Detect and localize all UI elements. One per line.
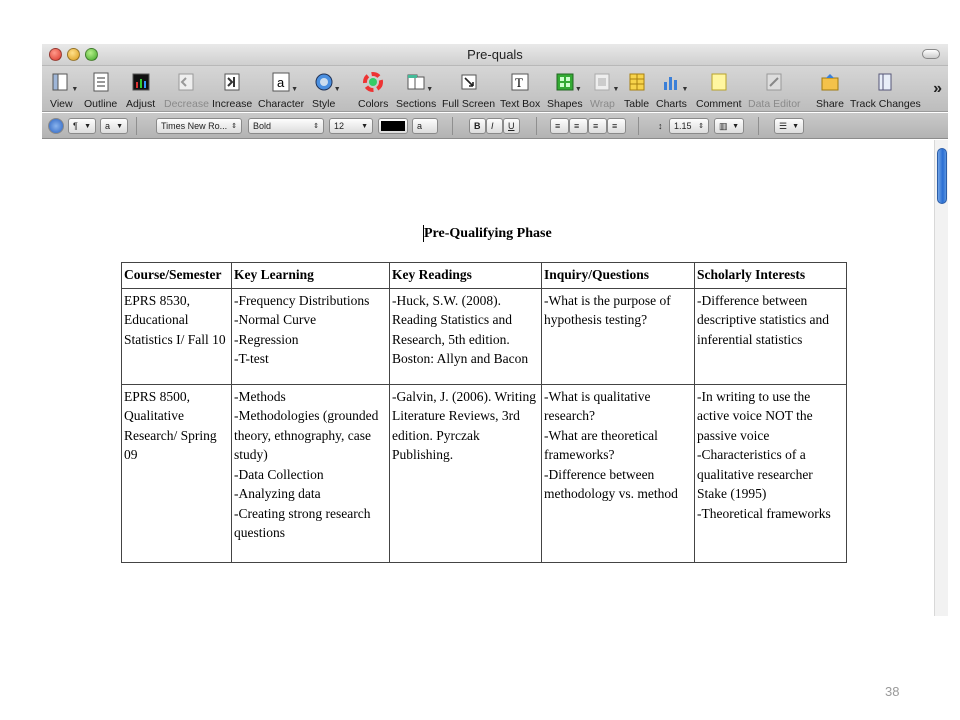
- data-editor-icon: [763, 71, 785, 93]
- data-editor-button: Data Editor: [748, 68, 801, 110]
- title-bar[interactable]: [42, 44, 948, 66]
- decrease-indent-icon: [175, 71, 197, 93]
- divider: [638, 117, 639, 135]
- list-item: -Methodologies (grounded theory, ethnography, case study): [234, 408, 379, 462]
- divider: [452, 117, 453, 135]
- list-style-select[interactable]: [774, 118, 804, 134]
- column-header: Course/Semester: [122, 263, 232, 289]
- charts-icon: ▼: [660, 71, 682, 93]
- list-item: -Difference between methodology vs. method: [544, 466, 678, 501]
- align-right-button[interactable]: [588, 118, 607, 134]
- format-bar: [42, 113, 948, 139]
- divider: [136, 117, 137, 135]
- view-button[interactable]: ▼ View: [50, 68, 73, 110]
- table-row: [122, 288, 847, 384]
- list-item: -In writing to use the active voice NOT the passive voice: [697, 388, 813, 443]
- list-item: -What are theoretical frameworks?: [544, 427, 658, 462]
- align-right-icon: ≡: [593, 121, 599, 131]
- list-icon: ☰: [779, 120, 788, 131]
- shapes-icon: ▼: [554, 71, 576, 93]
- styles-drawer-icon[interactable]: [48, 118, 64, 134]
- outline-icon: [90, 71, 112, 93]
- column-header: Key Readings: [390, 263, 542, 289]
- align-center-button[interactable]: [569, 118, 588, 134]
- table-cell-questions[interactable]: [542, 384, 695, 562]
- full-screen-button[interactable]: Full Screen: [442, 68, 495, 110]
- text-box-button[interactable]: T Text Box: [500, 68, 540, 110]
- table-cell-course[interactable]: EPRS 8500, Qualitative Research/ Spring 09: [122, 384, 232, 562]
- table-cell-readings[interactable]: -Galvin, J. (2006). Writing Literature Reviews, 3rd edition. Pyrczak Publishing.: [390, 384, 542, 562]
- table-cell-readings[interactable]: -Huck, S.W. (2008). Reading Statistics and Research, 5th edition. Boston: Allyn and Bacon: [390, 288, 542, 384]
- justify-icon: ≡: [612, 121, 618, 131]
- table-header-row: [122, 263, 847, 289]
- underline-button[interactable]: U: [503, 118, 520, 134]
- columns-select[interactable]: [714, 118, 744, 134]
- list-item: -Characteristics of a qualitative researcher Stake (1995): [697, 447, 813, 501]
- table-cell-learning[interactable]: [232, 288, 390, 384]
- chevron-down-icon: ▼: [792, 122, 799, 130]
- justify-button[interactable]: [607, 118, 626, 134]
- shapes-button[interactable]: ▼ Shapes: [547, 68, 583, 110]
- share-icon: [819, 71, 841, 93]
- list-item: -Creating strong research questions: [234, 505, 371, 540]
- chevron-down-icon: ▼: [732, 122, 739, 130]
- chevron-down-icon: ▼: [84, 122, 91, 130]
- text-color-well[interactable]: [378, 118, 408, 134]
- share-button[interactable]: Share: [816, 68, 844, 110]
- column-header: Key Learning: [232, 263, 390, 289]
- svg-text:a: a: [277, 75, 285, 90]
- list-item: -T-test: [234, 351, 269, 366]
- chevron-down-icon: ▼: [361, 122, 368, 130]
- pages-window: [42, 44, 948, 616]
- outline-button[interactable]: Outline: [84, 68, 117, 110]
- adjust-icon: [130, 71, 152, 93]
- text-box-icon: [509, 71, 531, 93]
- table-cell-interests[interactable]: [695, 288, 847, 384]
- table-cell-course[interactable]: EPRS 8530, Educational Statistics I/ Fall 10: [122, 288, 232, 384]
- list-item: -Analyzing data: [234, 486, 321, 501]
- toolbar-overflow-button[interactable]: »: [933, 80, 942, 97]
- table-icon: [626, 71, 648, 93]
- list-item: -Data Collection: [234, 466, 324, 482]
- highlight-color-well[interactable]: a: [412, 118, 438, 134]
- align-left-button[interactable]: [550, 118, 569, 134]
- toolbar: [42, 66, 948, 112]
- adjust-button[interactable]: Adjust: [126, 68, 155, 110]
- character-icon: a ▼: [270, 71, 292, 93]
- track-changes-button[interactable]: Track Changes: [850, 68, 921, 110]
- svg-text:T: T: [515, 75, 524, 90]
- window-title: Pre-quals: [467, 47, 523, 62]
- stepper-icon: ⇕: [698, 123, 704, 130]
- table-row: [122, 384, 847, 562]
- list-item: -Methods: [234, 388, 286, 404]
- list-item: -What is the purpose of hypothesis testing?: [544, 292, 671, 327]
- colors-button[interactable]: Colors: [358, 68, 388, 110]
- font-style-select[interactable]: Bold ⇕: [248, 118, 324, 134]
- line-spacing-select[interactable]: 1.15 ⇕: [669, 118, 709, 134]
- align-left-icon: ≡: [555, 121, 561, 131]
- character-style-select[interactable]: a ▼: [100, 118, 128, 134]
- align-center-icon: ≡: [574, 121, 580, 131]
- style-icon: ▼: [313, 71, 335, 93]
- table-cell-questions[interactable]: [542, 288, 695, 384]
- wrap-button: ▼ Wrap: [590, 68, 615, 110]
- list-item: -Regression: [234, 331, 299, 347]
- view-icon: ▼: [50, 71, 72, 93]
- curriculum-table[interactable]: [121, 262, 847, 563]
- stepper-icon: ⇕: [313, 123, 319, 130]
- decrease-indent-button: Decrease: [164, 68, 209, 110]
- list-item: -Difference between descriptive statistics and inferential statistics: [697, 292, 829, 347]
- comment-icon: [708, 71, 730, 93]
- list-item: -What is qualitative research?: [544, 388, 651, 423]
- columns-icon: ▥: [719, 120, 728, 131]
- column-header: Inquiry/Questions: [542, 263, 695, 289]
- paragraph-style-select[interactable]: ¶ ▼: [68, 118, 96, 134]
- style-button[interactable]: ▼ Style: [312, 68, 335, 110]
- sections-icon: ▼: [405, 71, 427, 93]
- list-item: -Frequency Distributions: [234, 292, 370, 308]
- stepper-icon: ⇕: [231, 123, 237, 130]
- bold-button[interactable]: B: [469, 118, 486, 134]
- colors-icon: [362, 71, 384, 93]
- table-cell-learning[interactable]: [232, 384, 390, 562]
- column-header: Scholarly Interests: [695, 263, 847, 289]
- character-button[interactable]: a ▼ Character: [258, 68, 304, 110]
- sections-button[interactable]: ▼ Sections: [396, 68, 436, 110]
- toolbar-toggle-button[interactable]: [922, 49, 940, 59]
- full-screen-icon: [458, 71, 480, 93]
- increase-indent-button[interactable]: Increase: [212, 68, 252, 110]
- italic-button[interactable]: I: [486, 118, 503, 134]
- document-canvas[interactable]: [42, 140, 934, 616]
- table-button[interactable]: Table: [624, 68, 649, 110]
- document-title: Pre-Qualifying Phase: [424, 226, 552, 241]
- divider: [536, 117, 537, 135]
- list-item: -Normal Curve: [234, 312, 317, 327]
- scrollbar-thumb[interactable]: [937, 148, 947, 204]
- track-changes-icon: [874, 71, 896, 93]
- charts-button[interactable]: ▼ Charts: [656, 68, 687, 110]
- line-spacing-icon: ↕: [658, 121, 663, 131]
- wrap-icon: ▼: [591, 71, 613, 93]
- font-size-field[interactable]: 12 ▼: [329, 118, 373, 134]
- comment-button[interactable]: Comment: [696, 68, 742, 110]
- chevron-down-icon: ▼: [116, 122, 123, 130]
- font-family-select[interactable]: Times New Ro... ⇕: [156, 118, 242, 134]
- table-cell-interests[interactable]: [695, 384, 847, 562]
- increase-indent-icon: [221, 71, 243, 93]
- divider: [758, 117, 759, 135]
- slide-page-number: 38: [885, 684, 900, 699]
- list-item: -Theoretical frameworks: [697, 505, 831, 521]
- vertical-scrollbar[interactable]: [934, 140, 948, 616]
